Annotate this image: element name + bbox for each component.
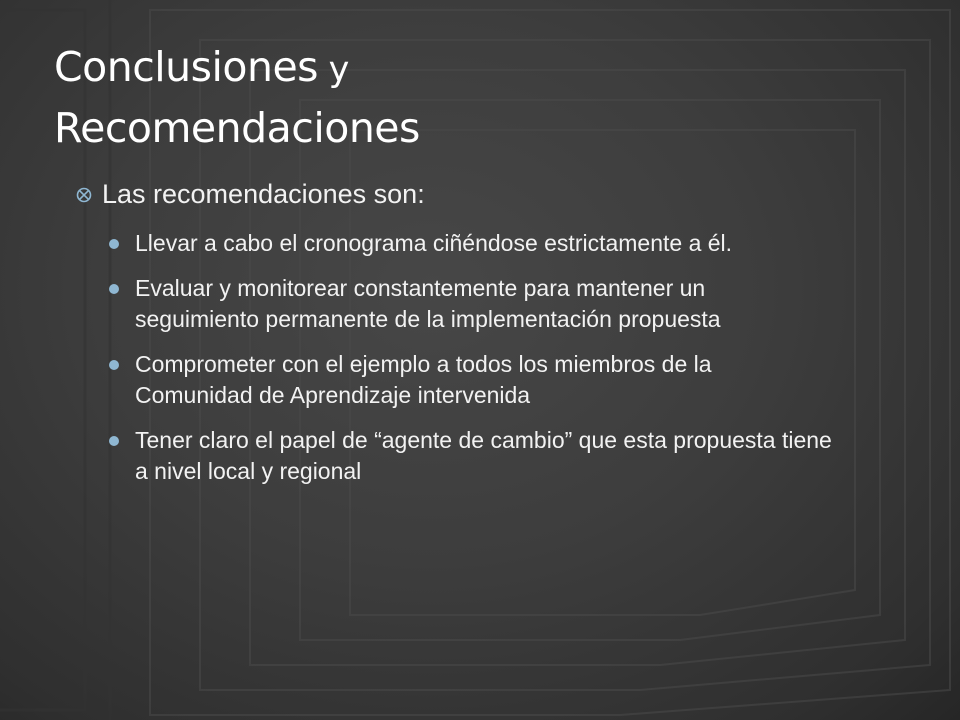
title-line1-main: Conclusiones	[54, 43, 319, 91]
circled-cross-bullet-icon	[76, 187, 92, 203]
list-item-text: Llevar a cabo el cronograma ciñéndose estrictamente a él.	[135, 230, 733, 256]
list-item-text: Evaluar y monitorear constantemente para mantener un seguimiento permanente de la implementación propuesta	[135, 275, 721, 332]
list-item	[108, 273, 832, 335]
slide-content	[72, 174, 832, 501]
intro-bullet	[72, 174, 832, 214]
bullet-dot-icon	[109, 360, 119, 370]
title-line1-small: y	[318, 50, 349, 90]
intro-text: Las recomendaciones son:	[102, 179, 425, 209]
bullet-dot-icon	[109, 284, 119, 294]
title-line2: Recomendaciones	[54, 104, 420, 152]
list-item	[108, 425, 832, 487]
list-item	[108, 228, 832, 259]
list-item	[108, 349, 832, 411]
list-item-text: Tener claro el papel de “agente de cambio” que esta propuesta tiene a nivel local y regional	[135, 427, 832, 484]
list-item-text: Comprometer con el ejemplo a todos los miembros de la Comunidad de Aprendizaje intervenida	[135, 351, 712, 408]
bullet-dot-icon	[109, 239, 119, 249]
bullet-dot-icon	[109, 436, 119, 446]
slide-title	[54, 38, 654, 157]
recommendations-list	[72, 228, 832, 487]
